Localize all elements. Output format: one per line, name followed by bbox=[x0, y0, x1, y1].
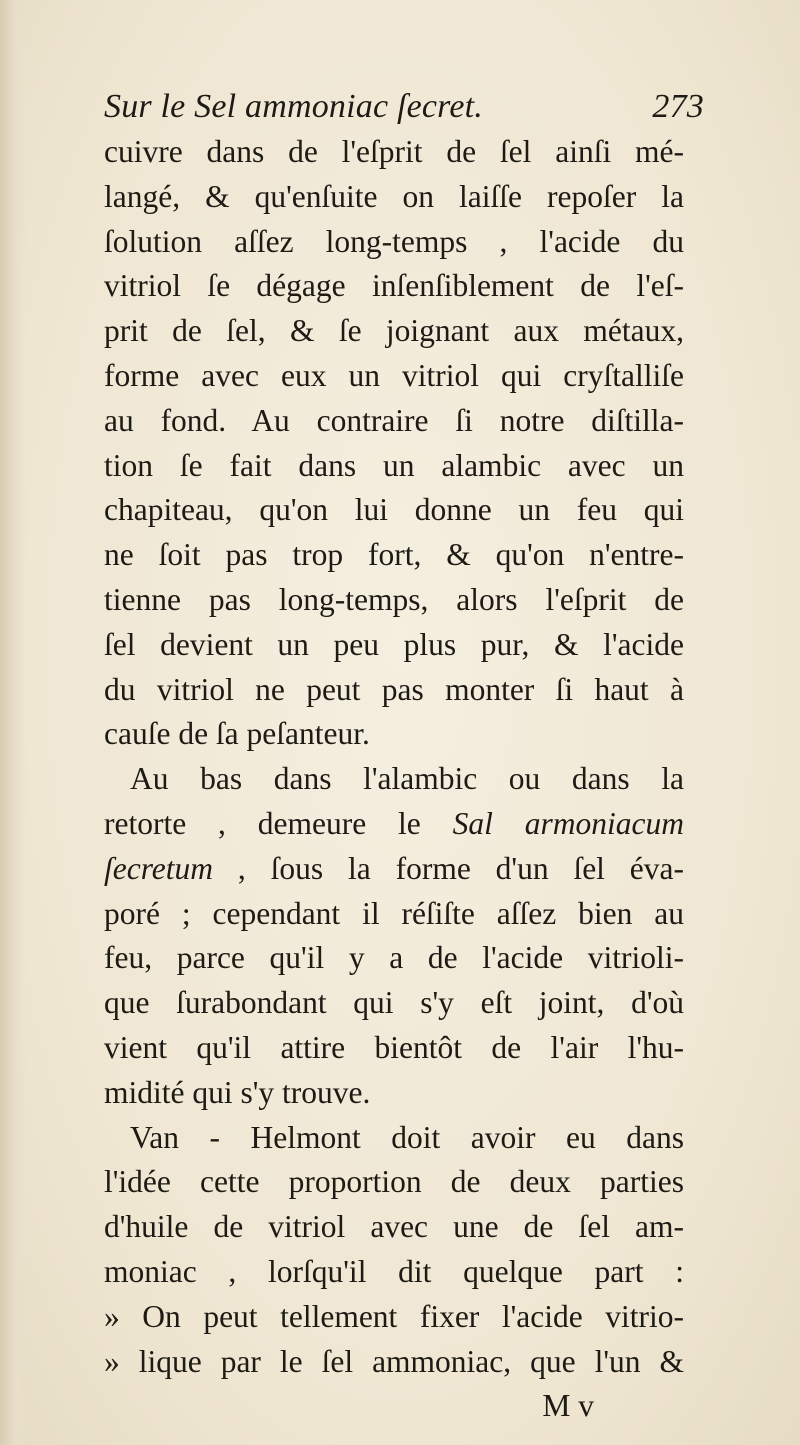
text-segment: , ſous la forme d'un ſel éva- bbox=[213, 850, 684, 886]
text-line: » lique par le ſel ammoniac, que l'un & bbox=[104, 1343, 684, 1379]
text-line: vient qu'il attire bientôt de l'air l'hu- bbox=[104, 1029, 684, 1065]
text-line: au fond. Au contraire ſi notre diſtilla- bbox=[104, 402, 684, 438]
page-gutter-shadow bbox=[0, 0, 26, 1445]
text-line bbox=[104, 802, 684, 847]
running-header bbox=[104, 88, 704, 134]
text-line: chapiteau, qu'on lui donne un feu qui bbox=[104, 492, 684, 528]
text-line: » On peut tellement fixer l'acide vitrio- bbox=[104, 1298, 684, 1334]
text-line: ſolution aſſez long-temps , l'acide du bbox=[104, 223, 684, 259]
text-line: du vitriol ne peut pas monter ſi haut à bbox=[104, 671, 684, 707]
text-line: tion ſe fait dans un alambic avec un bbox=[104, 447, 684, 483]
text-line: langé, & qu'enſuite on laiſſe repoſer la bbox=[104, 178, 684, 214]
text-line: ſel devient un peu plus pur, & l'acide bbox=[104, 626, 684, 662]
text-line: Au bas dans l'alambic ou dans la bbox=[130, 761, 684, 797]
running-title: Sur le Sel ammoniac ſecret. bbox=[104, 88, 483, 125]
italic-text-segment: ſecretum bbox=[104, 850, 214, 886]
text-line: vitriol ſe dégage inſenſiblement de l'eſ- bbox=[104, 268, 684, 304]
text-line: forme avec eux un vitriol qui cryſtalliſe bbox=[104, 357, 684, 393]
page-number: 273 bbox=[652, 88, 704, 125]
text-segment: retorte , demeure le bbox=[104, 805, 453, 841]
text-line: d'huile de vitriol avec une de ſel am- bbox=[104, 1209, 684, 1245]
text-line: midité qui s'y trouve. bbox=[104, 1074, 371, 1110]
text-line: cauſe de ſa peſanteur. bbox=[104, 716, 370, 752]
text-line: que ſurabondant qui s'y eſt joint, d'où bbox=[104, 985, 684, 1021]
body-text bbox=[104, 130, 684, 1429]
text-line: feu, parce qu'il y a de l'acide vitrioli- bbox=[104, 940, 684, 976]
text-line bbox=[104, 847, 684, 892]
text-line: poré ; cependant il réſiſte aſſez bien au bbox=[104, 895, 684, 931]
text-line: Van - Helmont doit avoir eu dans bbox=[130, 1119, 684, 1155]
text-line: cuivre dans de l'eſprit de ſel ainſi mé- bbox=[104, 134, 684, 169]
text-line: moniac , lorſqu'il dit quelque part : bbox=[104, 1253, 684, 1289]
text-line: l'idée cette proportion de deux parties bbox=[104, 1164, 684, 1200]
italic-text-segment: Sal armoniacum bbox=[452, 805, 684, 841]
text-line: ne ſoit pas trop fort, & qu'on n'entre- bbox=[104, 537, 684, 573]
text-line: tienne pas long-temps, alors l'eſprit de bbox=[104, 581, 684, 617]
signature-mark: M v bbox=[542, 1388, 594, 1424]
text-line: prit de ſel, & ſe joignant aux métaux, bbox=[104, 313, 684, 349]
